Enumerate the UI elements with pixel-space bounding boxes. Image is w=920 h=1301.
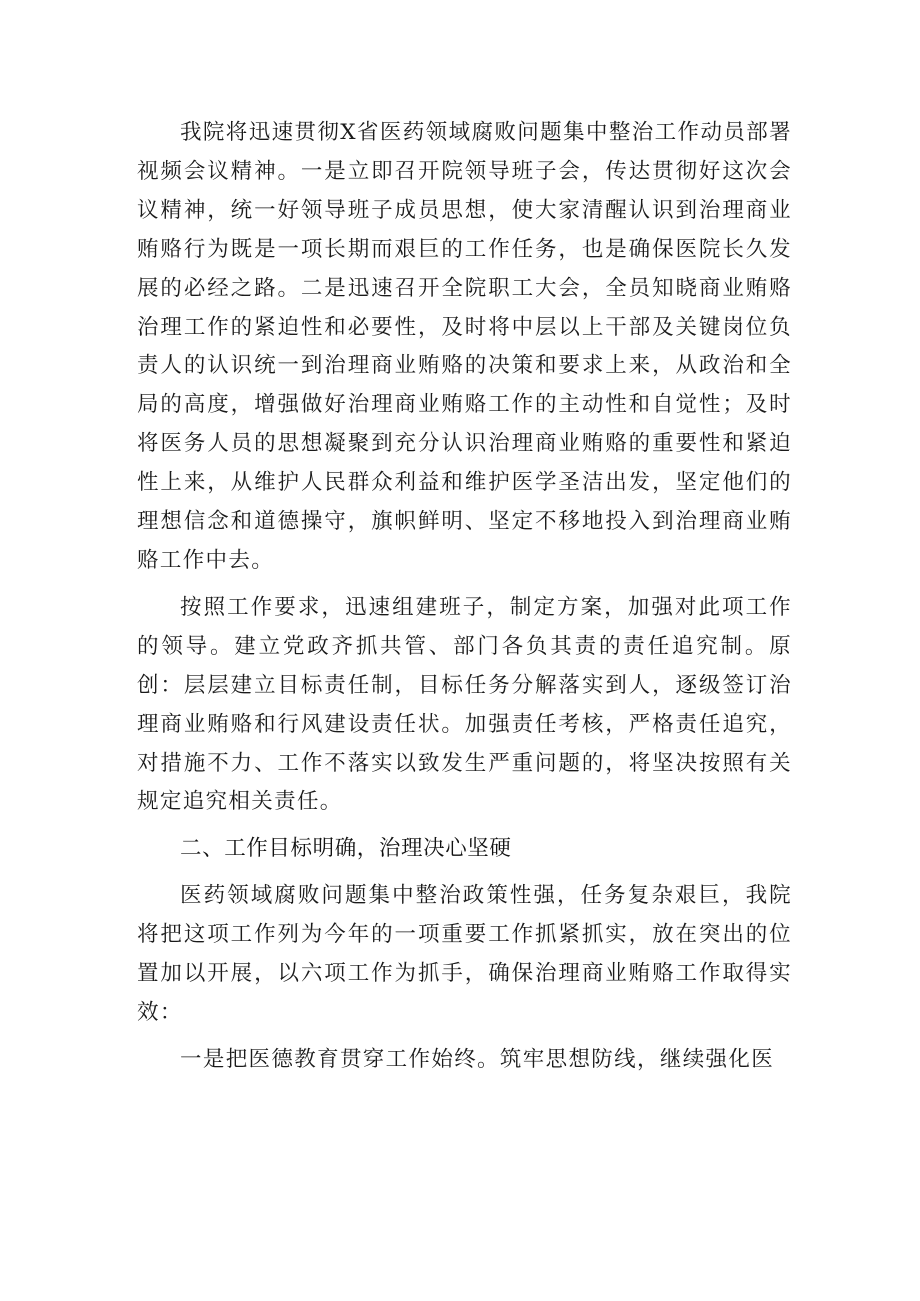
paragraph-gap — [137, 822, 792, 830]
paragraph-gap — [137, 869, 792, 877]
paragraph-work-goals: 医药领域腐败问题集中整治政策性强，任务复杂艰巨，我院将把这项工作列为今年的一项重要工作抓紧抓实，放在突出的位置加以开展，以六项工作为抓手，确保治理商业贿赂工作取得实效： — [137, 883, 792, 1025]
paragraph-responsibility: 按照工作要求，迅速组建班子，制定方案，加强对此项工作的领导。建立党政齐抓共管、部门各负其责的责任追究制。原创：层层建立目标责任制，目标任务分解落实到人，逐级签订治理商业贿赂和行风建设责任状。加强责任考核，严格责任追究，对措施不力、工作不落实以致发生严重问题的，将坚决按照有关规定追究相关责任。 — [137, 594, 792, 815]
section-heading: 二、工作目标明确，治理决心坚硬 — [180, 836, 512, 862]
document-body — [137, 114, 792, 1080]
paragraph-gap — [137, 1033, 792, 1041]
paragraph-meeting-spirit: 我院将迅速贯彻X省医药领域腐败问题集中整治工作动员部署视频会议精神。一是立即召开院领导班子会，传达贯彻好这次会议精神，统一好领导班子成员思想，使大家清醒认识到治理商业贿赂行为既是一项长期而艰巨的工作任务，也是确保医院长久发展的必经之路。二是迅速召开全院职工大会，全员知晓商业贿赂治理工作的紧迫性和必要性，及时将中层以上干部及关键岗位负责人的认识统一到治理商业贿赂的决策和要求上来，从政治和全局的高度，增强做好治理商业贿赂工作的主动性和自觉性；及时将医务人员的思想凝聚到充分认识治理商业贿赂的重要性和紧迫性上来，从维护人民群众利益和维护医学圣洁出发，坚定他们的理想信念和道德操守，旗帜鲜明、坚定不移地投入到治理商业贿赂工作中去。 — [137, 120, 792, 573]
paragraph-gap — [137, 581, 792, 589]
paragraph-medical-ethics: 一是把医德教育贯穿工作始终。筑牢思想防线，继续强化医 — [180, 1046, 775, 1072]
